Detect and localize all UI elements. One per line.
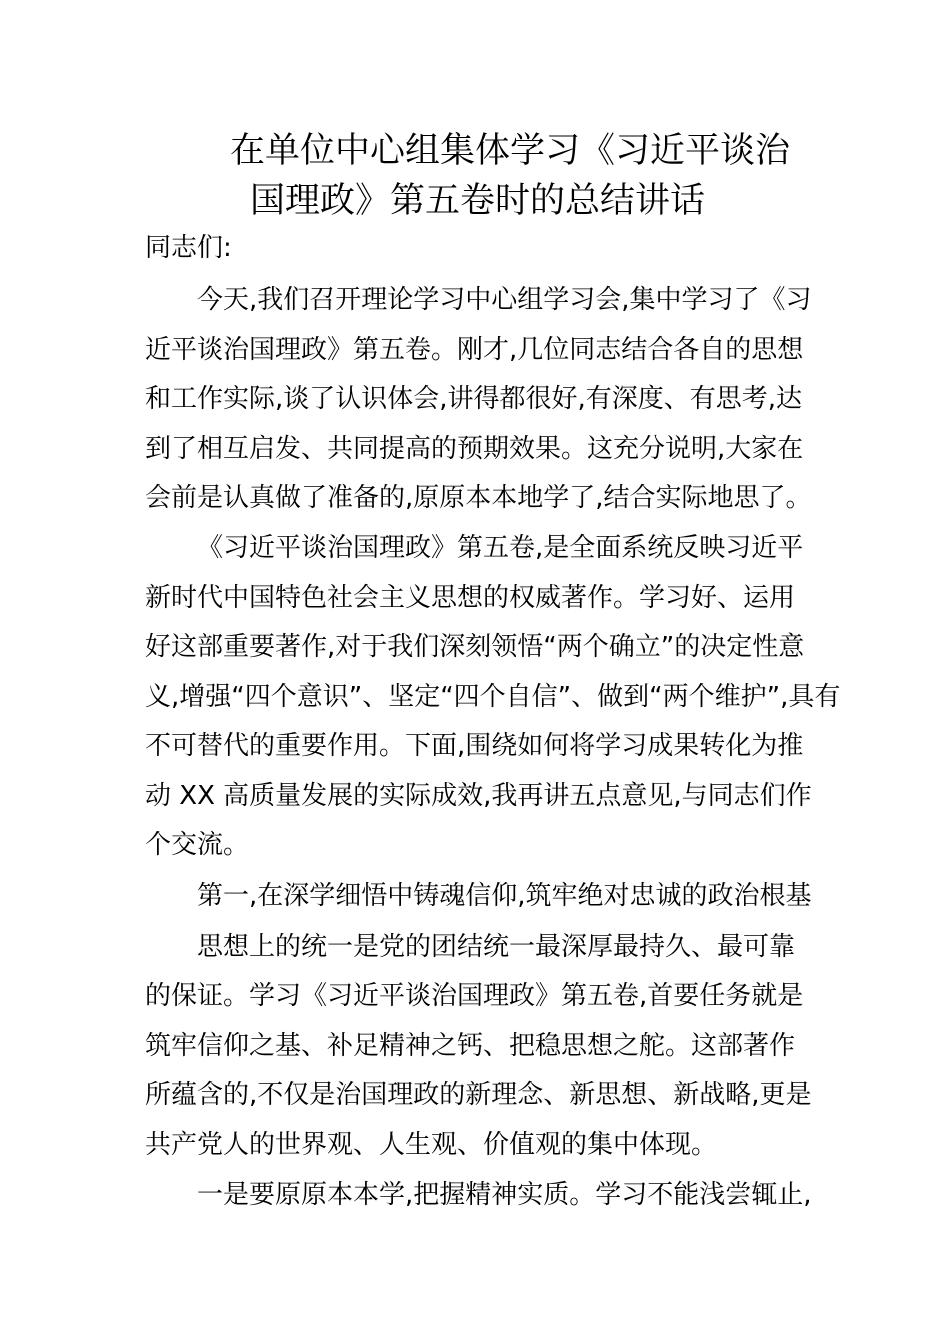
paragraph-line: 会前是认真做了准备的,原原本本地学了,结合实际地思了。: [145, 483, 812, 513]
paragraph-line: 今天,我们召开理论学习中心组学习会,集中学习了《习: [197, 285, 812, 315]
paragraph-line: 一是要原原本本学,把握精神实质。学习不能浅尝辄止,: [197, 1180, 812, 1210]
paragraph-line: 个交流。: [145, 830, 250, 860]
paragraph-line: 好这部重要著作,对于我们深刻领悟“两个确立”的决定性意: [145, 632, 805, 662]
paragraph-line: 共产党人的世界观、人生观、价值观的集中体现。: [145, 1130, 718, 1160]
paragraph-line: 到了相互启发、共同提高的预期效果。这充分说明,大家在: [145, 434, 804, 464]
paragraph-line: 近平谈治国理政》第五卷。刚才,几位同志结合各自的思想: [145, 335, 804, 365]
document-title-line-2: 国理政》第五卷时的总结讲话: [250, 181, 706, 221]
paragraph-line: 动 XX 高质量发展的实际成效,我再讲五点意见,与同志们作: [145, 781, 812, 811]
document-title-line-1: 在单位中心组集体学习《习近平谈治: [230, 131, 791, 171]
paragraph-line: 新时代中国特色社会主义思想的权威著作。学习好、运用: [145, 583, 796, 613]
section-heading: 第一,在深学细悟中铸魂信仰,筑牢绝对忠诚的政治根基: [197, 881, 812, 911]
paragraph-line: 思想上的统一是党的团结统一最深厚最持久、最可靠: [197, 932, 796, 962]
paragraph-line: 《习近平谈治国理政》第五卷,是全面系统反映习近平: [197, 533, 804, 563]
paragraph-line: 和工作实际,谈了认识体会,讲得都很好,有深度、有思考,达: [145, 384, 803, 414]
paragraph-line: 筑牢信仰之基、补足精神之钙、把稳思想之舵。这部著作: [145, 1031, 796, 1061]
salutation: 同志们:: [145, 233, 232, 263]
paragraph-line: 义,增强“四个意识”、坚定“四个自信”、做到“两个维护”,具有: [145, 682, 841, 712]
paragraph-line: 所蕴含的,不仅是治国理政的新理念、新思想、新战略,更是: [145, 1080, 812, 1110]
paragraph-line: 的保证。学习《习近平谈治国理政》第五卷,首要任务就是: [145, 981, 804, 1011]
paragraph-line: 不可替代的重要作用。下面,围绕如何将学习成果转化为推: [145, 731, 804, 761]
